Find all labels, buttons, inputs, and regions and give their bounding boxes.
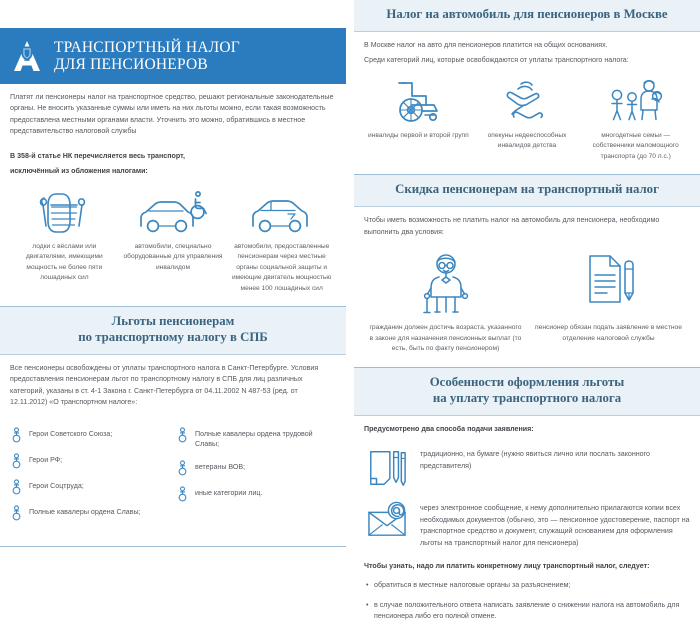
list-item-label: Герои РФ; xyxy=(29,455,63,464)
brand-title-line1: ТРАНСПОРТНЫЙ НАЛОГ xyxy=(54,38,240,56)
exempt-item-social-car-caption: автомобили, предоставленные пенсионерам через местные органы социальной защиты и имеющие двигатель мощностью менее 100 лошадиных сил xyxy=(231,242,332,292)
paper-and-pencil-icon xyxy=(364,445,410,489)
moscow-item-large-families xyxy=(583,77,688,162)
moscow-intro-line1: В Москве налог на авто для пенсионеров платится на общих основаниях. xyxy=(364,40,608,49)
moscow-exempt-list xyxy=(364,71,690,164)
boat-with-oars-icon xyxy=(35,188,93,236)
list-item-label: ветераны ВОВ; xyxy=(195,463,246,472)
brand-title xyxy=(54,39,240,74)
people-icon xyxy=(176,459,189,476)
people-icon xyxy=(10,452,23,469)
shield-letter-a-logo-icon xyxy=(10,39,44,73)
exempt-transport-list xyxy=(10,182,336,296)
list-item-label: иные категории лиц. xyxy=(195,489,263,498)
registration-title-line2: на уплату транспортного налога xyxy=(432,390,622,405)
people-icon xyxy=(176,485,189,502)
registration-howto-list xyxy=(364,580,690,623)
spb-categories-list xyxy=(10,422,336,536)
discount-condition-age xyxy=(366,251,525,355)
right-column xyxy=(354,0,700,621)
list-item xyxy=(10,426,170,443)
email-envelope-icon xyxy=(364,499,410,539)
registration-title-line1: Особенности оформления льготы xyxy=(429,374,625,389)
discount-intro: Чтобы иметь возможность не платить налог на автомобиль для пенсионера, необходимо выполнить два условия: xyxy=(364,216,660,236)
moscow-item-guardians-caption: опекуны недееспособных инвалидов детства xyxy=(487,131,567,150)
list-item: • в случае положительного ответа написать заявление о снижении налога на автомобиль для пенсионера либо его полной отмене. xyxy=(366,600,690,623)
discount-condition-application-caption: пенсионер обязан подать заявление в местное отделение налоговой службы xyxy=(535,324,682,342)
people-icon xyxy=(10,478,23,495)
panel-registration xyxy=(354,368,700,642)
people-icon xyxy=(176,426,189,443)
moscow-section-header xyxy=(354,0,700,32)
spb-intro: Все пенсионеры освобождены от уплаты транспортного налога в Санкт-Петербурге. Условия предоставления пенсионерам льгот по транспортному налогу в СПБ для лиц различных категорий, указаны в ст. 4-1 Закона г. Санкт-Петербурга от 04.11.2002 N 487-53 (ред. от 12.11.2012) «О транспортном налоге»: xyxy=(10,363,319,407)
exempt-item-boat xyxy=(12,188,117,294)
discount-title: Скидка пенсионерам на транспортный налог xyxy=(395,182,659,197)
spb-categories-column-right xyxy=(176,426,336,530)
moscow-item-disabled xyxy=(366,77,471,162)
people-icon xyxy=(10,504,23,521)
moscow-intro-line2: Среди категорий лиц, которые освобождаются от уплаты транспортного налога: xyxy=(364,56,629,65)
spb-title-line2: по транспортному налогу в СПБ xyxy=(78,329,268,344)
car-wheelchair-accessible-icon xyxy=(137,188,209,236)
list-item xyxy=(10,478,170,495)
registration-method-paper-text: традиционно, на бумаге (нужно явиться лично или послать законного представителя) xyxy=(420,450,650,470)
list-item xyxy=(10,504,170,521)
discount-condition-age-caption: гражданин должен достичь возраста, указанного в законе для назначения пенсионных выплат (то есть, быть по факту пенсионером) xyxy=(369,324,522,353)
moscow-item-guardians xyxy=(475,77,580,162)
list-item-label: Герои Соцтруда; xyxy=(29,481,84,490)
list-item xyxy=(176,485,336,502)
left-column xyxy=(0,0,346,591)
moscow-title: Налог на автомобиль для пенсионеров в Москве xyxy=(386,7,668,21)
panel-discount xyxy=(354,175,700,368)
brand-title-line2: ДЛЯ ПЕНСИОНЕРОВ xyxy=(54,56,208,73)
list-item xyxy=(10,452,170,469)
exempt-item-social-car xyxy=(229,188,334,294)
moscow-item-disabled-caption: инвалиды первой и второй групп xyxy=(368,131,469,139)
list-item: • обратиться в местные налоговые органы за разъяснением; xyxy=(366,580,690,591)
family-icon xyxy=(605,77,667,125)
list-item-label: Герои Советского Союза; xyxy=(29,429,113,438)
article-note-line1: В 358-й статье НК перечисляется весь транспорт, xyxy=(10,151,185,160)
exempt-item-boat-caption: лодки с вёслами или двигателями, имеющими мощность не более пяти лошадиных сил xyxy=(26,242,103,282)
registration-howto-title: Чтобы узнать, надо ли платить конкретному лицу транспортный налог, следует: xyxy=(364,562,650,571)
wheelchair-icon xyxy=(389,77,447,125)
caring-hands-icon xyxy=(498,77,556,125)
registration-method-paper xyxy=(364,445,690,489)
registration-intro: Предусмотрено два способа подачи заявления: xyxy=(364,424,534,433)
list-item-label: Полные кавалеры ордена трудовой Славы; xyxy=(195,429,313,449)
car-icon xyxy=(249,188,315,236)
list-item xyxy=(176,426,336,450)
moscow-item-large-families-caption: многодетные семьи — собственники маломощного транспорта (до 70 л.с.) xyxy=(592,131,679,160)
article-note-line2: исключённый из обложения налогами: xyxy=(10,167,148,176)
panel-exempt-transport xyxy=(0,84,346,307)
panel-spb-benefits xyxy=(0,307,346,547)
document-and-pen-icon xyxy=(578,251,640,317)
registration-method-email xyxy=(364,499,690,549)
discount-conditions-list xyxy=(364,245,690,357)
list-item-label: Полные кавалеры ордена Славы; xyxy=(29,507,141,516)
exempt-item-adapted-car xyxy=(121,188,226,294)
spb-section-header xyxy=(0,307,346,355)
registration-method-email-text: через электронное сообщение, к нему дополнительно прилагаются копии всех необходимых документов (обычно, это — пенсионное удостоверение, паспорт на транспортное средство и документ, служащий основанием для оформления льготы на транспортный налог для пенсионера) xyxy=(420,504,690,547)
registration-section-header xyxy=(354,368,700,416)
people-icon xyxy=(10,426,23,443)
discount-condition-application xyxy=(529,251,688,355)
discount-section-header xyxy=(354,175,700,207)
panel-moscow-tax xyxy=(354,0,700,175)
list-item xyxy=(176,459,336,476)
spb-title-line1: Льготы пенсионерам xyxy=(111,313,235,328)
exempt-item-adapted-car-caption: автомобили, специально оборудованные для управления инвалидом xyxy=(123,242,223,271)
brand-header xyxy=(0,28,346,84)
intro-paragraph: Платят ли пенсионеры налог на транспортное средство, решают региональные законодательные органы. Не вносить указанные суммы или иметь на них льготы можно, если такая возможность предоставлена местными органами власти. Уточнить это можно, обратившись в местное представительство налоговой службы xyxy=(10,93,334,136)
spb-categories-column-left xyxy=(10,426,170,530)
elderly-man-with-cane-icon xyxy=(415,251,477,317)
